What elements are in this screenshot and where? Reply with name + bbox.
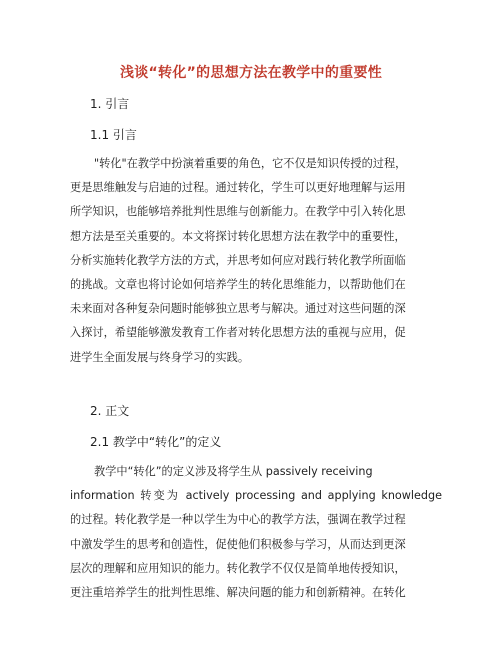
document-title: 浅谈“转化”的思想方法在教学中的重要性: [119, 65, 383, 81]
paragraph-line: 想方法是至关重要的。本文将探讨转化思想方法在教学中的重要性，: [70, 229, 406, 243]
section-1-1-heading: 1.1 引言: [90, 128, 137, 142]
paragraph-line: 未来面对各种复杂问题时能够独立思考与解决。通过对这些问题的深: [70, 302, 406, 316]
section-1-heading: 1. 引言: [90, 97, 130, 111]
paragraph-line: 教学中“转化”的定义涉及将学生从 passively receiving: [94, 465, 373, 478]
intro-paragraph: [70, 152, 442, 370]
section-2-heading: 2. 正文: [90, 404, 130, 418]
paragraph-line: 的过程。转化教学是一种以学生为中心的教学方法，强调在教学过程: [70, 513, 406, 527]
paragraph-line: 更注重培养学生的批判性思维、解决问题的能力和创新精神。在转化: [70, 586, 406, 600]
paragraph-line: 的挑战。文章也将讨论如何培养学生的转化思维能力，以帮助他们在: [70, 278, 406, 292]
paragraph-line: 入探讨，希望能够激发教育工作者对转化思想方法的重视与应用，促: [70, 326, 406, 340]
paragraph-line: 分析实施转化教学方法的方式，并思考如何应对践行转化教学所面临: [70, 253, 406, 267]
paragraph-line: "转化"在教学中扮演着重要的角色，它不仅是知识传授的过程，: [94, 157, 407, 170]
paragraph-line: 中激发学生的思考和创造性，促使他们积极参与学习，从而达到更深: [70, 537, 406, 551]
paragraph-line: 更是思维触发与启迪的过程。通过转化，学生可以更好地理解与运用: [70, 181, 406, 195]
body-paragraph: [70, 460, 442, 605]
paragraph-line: 进学生全面发展与终身学习的实践。: [70, 350, 250, 364]
section-2-1-heading: 2.1 教学中“转化”的定义: [90, 435, 222, 449]
paragraph-line: information 转变为 actively processing and applying knowledge: [70, 489, 442, 503]
paragraph-line: 层次的理解和应用知识的能力。转化教学不仅仅是简单地传授知识，: [70, 561, 406, 575]
paragraph-line: 所学知识，也能够培养批判性思维与创新能力。在教学中引入转化思: [70, 205, 406, 219]
